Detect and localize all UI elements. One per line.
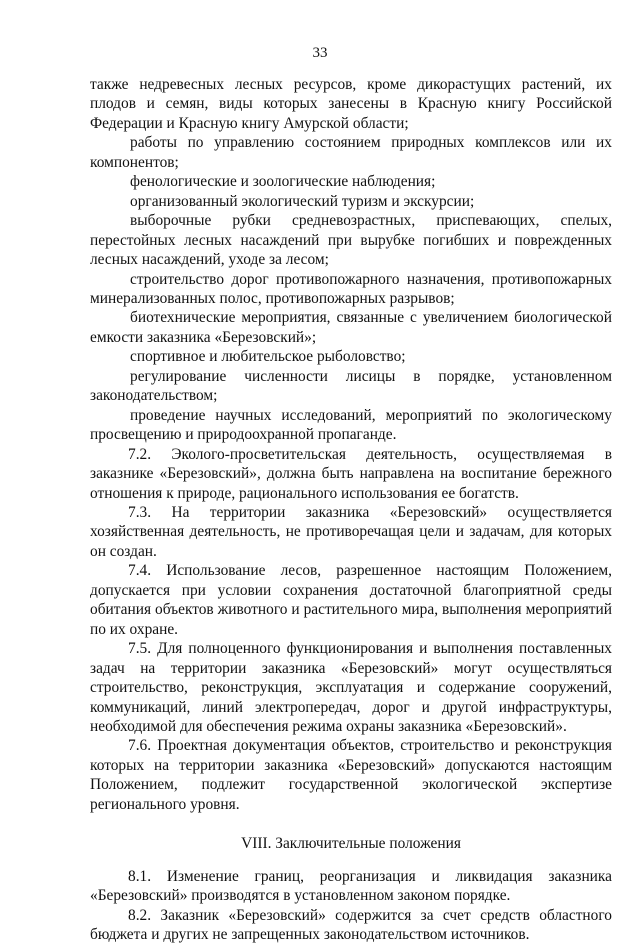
clause-7-2: 7.2. Эколого-просветительская деятельность, осуществляемая в заказнике «Березовский», должна быть направлена на воспитание бережного отношения к природе, рационального использования ее богатств.	[90, 445, 612, 502]
page-number: 33	[312, 45, 328, 61]
clause-8-1: 8.1. Изменение границ, реорганизация и ликвидация заказника «Березовский» производятся в установленном законом порядке.	[90, 867, 612, 905]
list-item: работы по управлению состоянием природных комплексов или их компонентов;	[90, 134, 612, 171]
clause-7-4: 7.4. Использование лесов, разрешенное настоящим Положением, допускается при условии сохранения достаточной благоприятной среды обитания объектов животного и растительного мира, выполнения мероприятий по их охране.	[90, 562, 612, 638]
list-item: строительство дорог противопожарного назначения, противопожарных минерализованных полос, противопожарных разрывов;	[90, 270, 612, 307]
list-item: спортивное и любительское рыболовство;	[130, 348, 406, 366]
list-item: выборочные рубки средневозрастных, приспевающих, спелых, перестойных лесных насаждений при вырубке погибших и поврежденных лесных насаждений, уходе за лесом;	[90, 212, 612, 269]
clause-7-5: 7.5. Для полноценного функционирования и выполнения поставленных задач на территории заказника «Березовский» могут осуществляться строительство, реконструкция, эксплуатация и содержание сооружений, коммуникаций, линий электропередач, дорог и другой инфраструктуры, необходимой для обеспечения режима охраны заказника «Березовский».	[90, 640, 612, 735]
section-heading: VIII. Заключительные положения	[241, 835, 461, 853]
clause-7-6: 7.6. Проектная документация объектов, строительство и реконструкция которых на территории заказника «Березовский» допускаются настоящим Положением, подлежит государственной экологической экспертизе регионального уровня.	[90, 737, 612, 813]
clause-8-2: 8.2. Заказник «Березовский» содержится за счет средств областного бюджета и других не запрещенных законодательством источников.	[90, 906, 612, 944]
list-item: фенологические и зоологические наблюдения;	[130, 173, 436, 191]
clause-7-3: 7.3. На территории заказника «Березовский» осуществляется хозяйственная деятельность, не противоречащая цели и задачам, для которых он создан.	[90, 503, 612, 560]
list-item: проведение научных исследований, мероприятий по экологическому просвещению и природоохранной пропаганде.	[90, 406, 612, 444]
list-item: регулирование численности лисицы в порядке, установленном законодательством;	[90, 367, 612, 405]
list-item: биотехнические мероприятия, связанные с увеличением биологической емкости заказника «Березовский»;	[90, 309, 612, 346]
list-item: организованный экологический туризм и экскурсии;	[130, 192, 475, 210]
continuation-paragraph: также недревесных лесных ресурсов, кроме дикорастущих растений, их плодов и семян, виды которых занесены в Красную книгу Российской Федерации и Красную книгу Амурской области;	[90, 76, 612, 132]
document-body	[90, 75, 612, 944]
